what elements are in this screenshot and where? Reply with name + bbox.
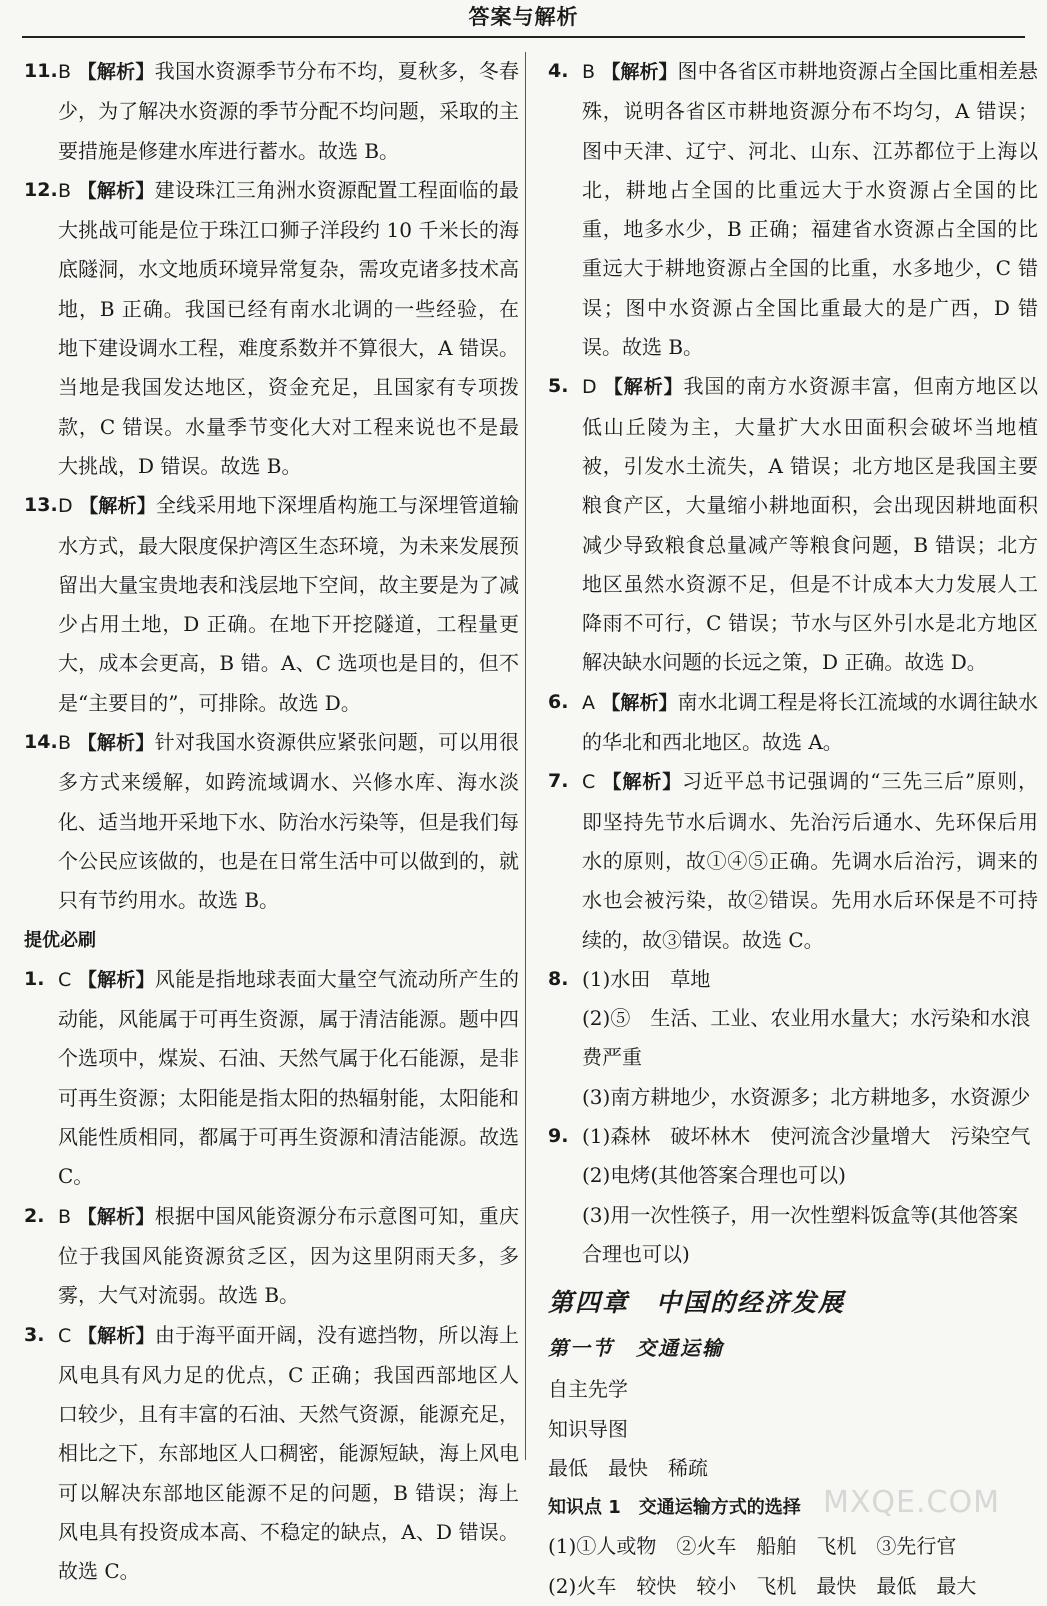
item-text: 针对我国水资源供应紧张问题，可以用很多方式来缓解，如跨流域调水、兴修水库、海水淡化、适当地开采地下水、防治水污染等，但是我们每个公民应该做的，也是在日常生活中可以做到的，就只有节约用水。故选 B。 — [58, 730, 519, 913]
item-number: 1. — [24, 967, 45, 990]
sub-answer: (3)用一次性筷子，用一次性塑料饭盒等(其他答案合理也可以) — [582, 1202, 1019, 1266]
answer-letter: C — [582, 771, 596, 794]
item-number: 3. — [24, 1323, 45, 1346]
analysis-tag: 【解析】 — [77, 732, 155, 755]
header-rule — [22, 36, 1025, 38]
answer-item — [548, 52, 1038, 367]
analysis-tag: 【解析】 — [603, 376, 684, 399]
answer-item — [24, 1197, 519, 1316]
text-line: (1)①人或物 ②火车 船舶 飞机 ③先行官 — [548, 1534, 957, 1559]
watermark-logo — [793, 1424, 1023, 1520]
right-column — [548, 52, 1038, 1606]
analysis-tag: 【解析】 — [602, 771, 683, 794]
answer-letter: D — [582, 376, 597, 399]
answer-item — [24, 960, 519, 1197]
answer-item — [548, 762, 1038, 959]
item-text: 根据中国风能资源分布示意图可知，重庆位于我国风能资源贫乏区，因为这里阴雨天多，多雾，大气对流弱。故选 B。 — [58, 1203, 519, 1308]
subsection-heading: 知识点 1 交通运输方式的选择 — [548, 1497, 801, 1519]
text-line: 最低 最快 稀疏 — [548, 1455, 708, 1480]
item-number: 2. — [24, 1204, 45, 1227]
answer-item — [24, 723, 519, 920]
answer-letter: B — [58, 1205, 72, 1228]
item-text: 习近平总书记强调的“三先三后”原则，即坚持先节水后调水、先治污后通水、先环保后用水的原则，故①④⑤正确。先调水后治污，调来的水也会被污染，故②错误。先用水后环保是不可持续的，故③错误。故选 C。 — [582, 769, 1038, 952]
item-number: 5. — [548, 375, 569, 398]
item-number: 9. — [548, 1125, 569, 1148]
answer-item — [548, 1117, 1038, 1156]
answer-letter: B — [58, 732, 72, 755]
item-number: 12. — [24, 178, 58, 201]
analysis-tag: 【解析】 — [77, 61, 155, 83]
answer-letter: A — [582, 691, 595, 714]
item-number: 4. — [548, 60, 569, 82]
analysis-tag: 【解析】 — [77, 179, 155, 202]
answer-letter: C — [58, 1324, 72, 1347]
page-title: 答案与解析 — [468, 5, 579, 29]
answer-letter: B — [58, 179, 72, 202]
item-text: 我国水资源季节分布不均，夏秋多，冬春少，为了解决水资源的季节分配不均问题，采取的主要措施是修建水库进行蓄水。故选 B。 — [58, 59, 519, 163]
column-divider — [525, 52, 526, 1460]
left-column — [24, 52, 519, 1592]
answer-item — [24, 486, 519, 723]
item-text: 全线采用地下深埋盾构施工与深埋管道输水方式，最大限度保护湾区生态环境，为未来发展预留出大量宝贵地表和浅层地下空间，故主要是为了减少占用土地，D 正确。在地下开挖隧道，工程量更大，成本会更高，B 错。A、C 选项也是目的，但不是“主要目的”，可排除。故选 D。 — [58, 493, 520, 715]
sub-answer: (2)电烤(其他答案合理也可以) — [582, 1163, 846, 1188]
item-text: 风能是指地球表面大量空气流动所产生的动能，风能属于可再生资源，属于清洁能源。题中四个选项中，煤炭、石油、天然气属于化石能源，是非可再生资源；太阳能是指太阳的热辐射能，太阳能和风能性质相同，都属于可再生资源和清洁能源。故选 C。 — [58, 966, 520, 1189]
text-line: 知识导图 — [548, 1416, 628, 1441]
item-number: 13. — [24, 494, 58, 517]
text-line: (2)火车 较快 较小 飞机 最快 最低 最大 — [548, 1573, 977, 1598]
item-text: 我国的南方水资源丰富，但南方地区以低山丘陵为主，大量扩大水田面积会破坏当地植被，引发水土流失，A 错误；北方地区是我国主要粮食产区，大量缩小耕地面积，会出现因耕地面积减少导致粮食总量减产等粮食问题，B 错误；北方地区虽然水资源不足，但是不计成本大力发展人工降雨不可行，C 错误；节水与区外引水是北方地区解决缺水问题的长远之策，D 正确。故选 D。 — [582, 374, 1038, 675]
page-header — [0, 0, 1047, 38]
item-text: 由于海平面开阔，没有遮挡物，所以海上风电具有风力足的优点，C 正确；我国西部地区人口较少，且有丰富的石油、天然气资源，能源充足，相比之下，东部地区人口稠密，能源短缺，海上风电可以解决东部地区能源不足的问题，B 错误；海上风电具有投资成本高、不稳定的缺点，A、D 错误。故选 C。 — [58, 1322, 520, 1584]
answer-item — [24, 1316, 519, 1592]
item-number: 6. — [548, 690, 569, 713]
answer-item — [548, 367, 1038, 682]
item-number: 7. — [548, 770, 569, 793]
item-text: (1)森林 破坏林木 使河流含沙量增大 污染空气 — [582, 1124, 1031, 1149]
item-text: 图中各省区市耕地资源占全国比重相差悬殊，说明各省区市耕地资源分布不均匀，A 错误；图中天津、辽宁、河北、山东、江苏都位于上海以北，耕地占全国的比重远大于水资源占全国的比重，地多水少，B 正确；福建省水资源占全国的比重远大于耕地资源占全国的比重，水多地少，C 错误；图中水资源占全国比重最大的是广西，D 错误。故选 B。 — [582, 59, 1038, 360]
answer-item — [24, 52, 519, 171]
sub-answer: (2)⑤ 生活、工业、农业用水量大；水污染和水浪费严重 — [582, 1006, 1031, 1070]
item-text: (1)水田 草地 — [582, 966, 711, 991]
analysis-tag: 【解析】 — [79, 495, 156, 518]
item-text: 南水北调工程是将长江流域的水调往缺水的华北和西北地区。故选 A。 — [582, 689, 1038, 755]
answer-item — [548, 960, 1038, 999]
watermark-text: MXQE.COM — [823, 1485, 1000, 1520]
item-text: 建设珠江三角洲水资源配置工程面临的最大挑战可能是位于珠江口狮子洋段约 10 千米长的海底隧洞，水文地质环境异常复杂，需攻克诸多技术高地，B 正确。我国已经有南水北调的一些经验，在地下建设调水工程，难度系数并不算很大，A 错误。当地是我国发达地区，资金充足，且国家有专项拨款，C 错误。水量季节变化大对工程来说也不是最大挑战，D 错误。故选 B。 — [58, 177, 519, 478]
answer-item — [548, 683, 1038, 763]
text-line: 自主先学 — [548, 1377, 628, 1402]
answer-letter: C — [58, 968, 72, 991]
sub-answer: (3)南方耕地少，水资源多；北方耕地多，水资源少 — [582, 1084, 1031, 1109]
subsection-heading: 提优必刷 — [24, 929, 96, 951]
analysis-tag: 【解析】 — [601, 691, 678, 714]
item-number: 11. — [24, 60, 58, 82]
item-number: 8. — [548, 967, 569, 990]
chapter-heading: 第四章 中国的经济发展 — [548, 1288, 846, 1318]
section-heading: 第一节 交通运输 — [548, 1336, 724, 1361]
analysis-tag: 【解析】 — [77, 1205, 155, 1228]
answer-letter: B — [58, 61, 72, 83]
analysis-tag: 【解析】 — [77, 1324, 155, 1347]
item-number: 14. — [24, 731, 58, 754]
answer-item — [24, 171, 519, 486]
analysis-tag: 【解析】 — [601, 61, 678, 83]
answer-letter: B — [582, 61, 596, 83]
analysis-tag: 【解析】 — [77, 968, 155, 991]
answer-letter: D — [58, 495, 73, 518]
